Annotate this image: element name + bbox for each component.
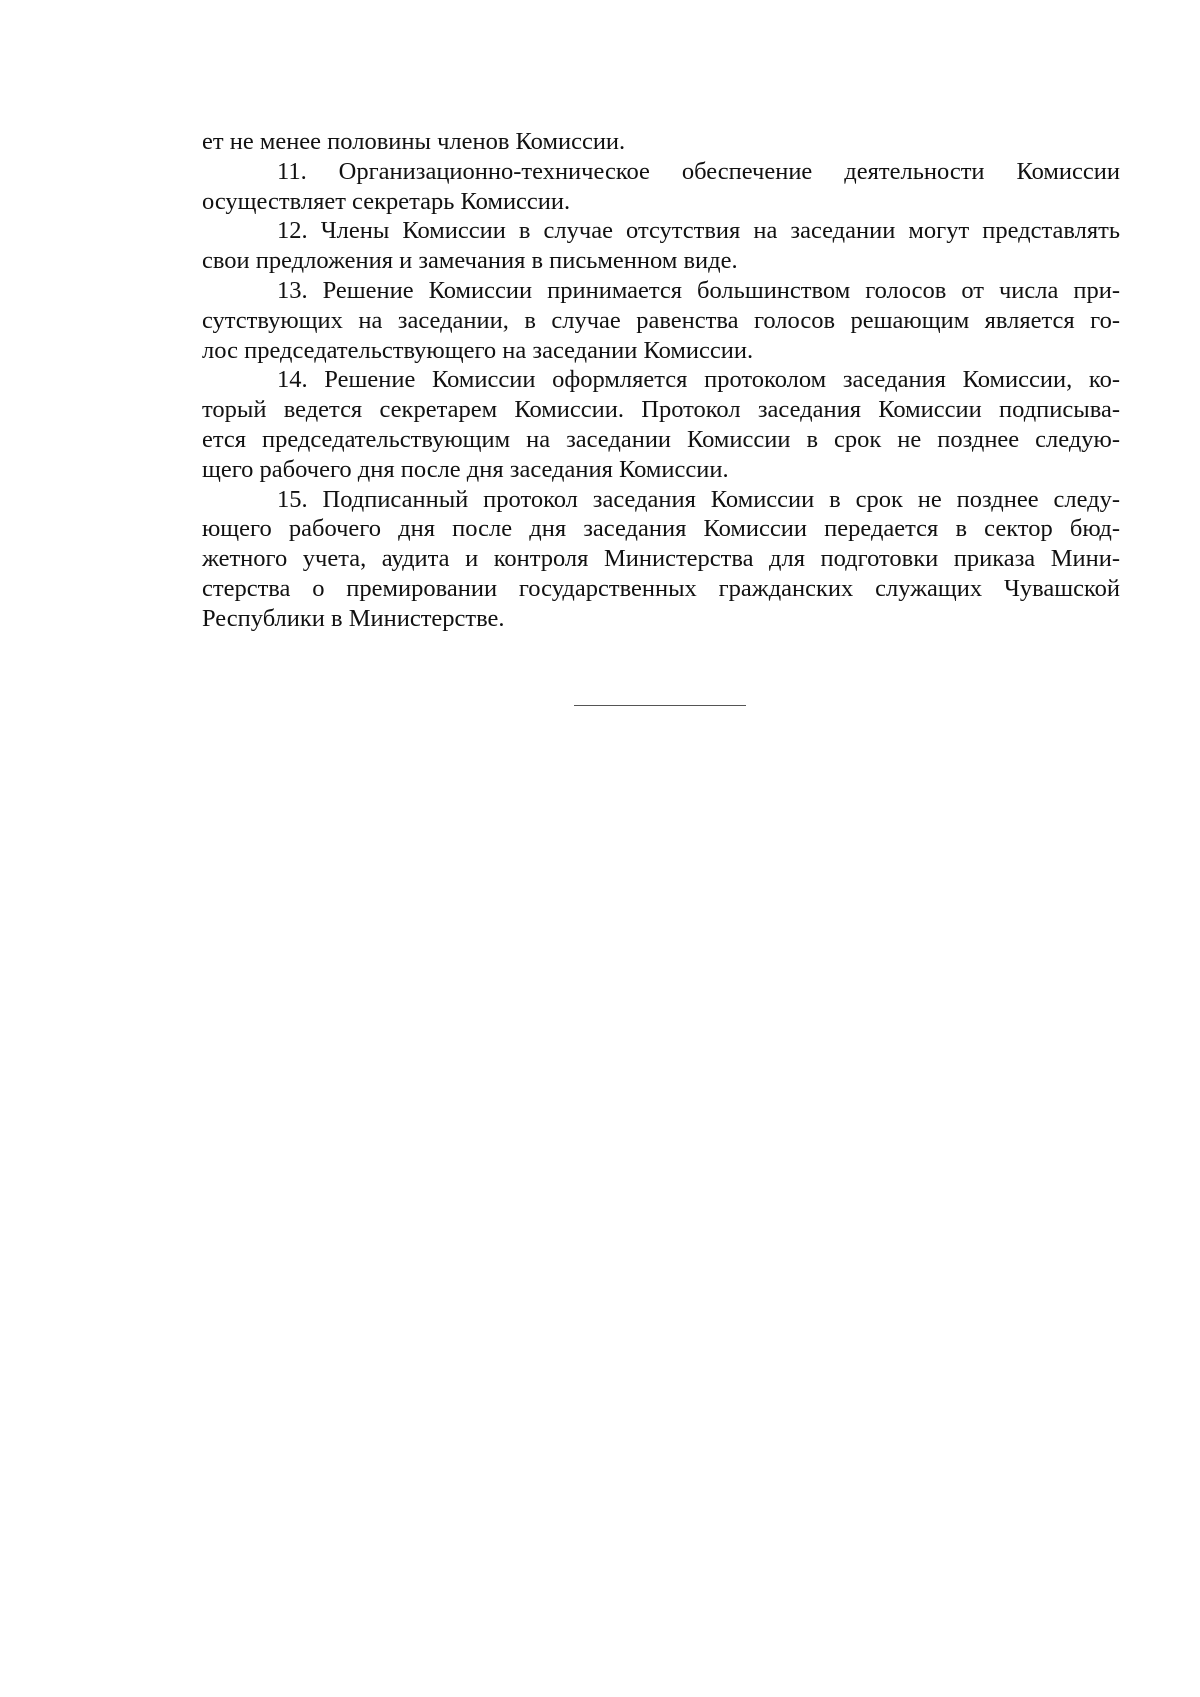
- text-line-14: ющего рабочего дня после дня заседания Комиссии передается в сектор бюд-: [202, 515, 1120, 543]
- document-body: [202, 127, 1120, 634]
- text-line-8: лос председательствующего на заседании Комиссии.: [202, 336, 754, 364]
- text-line-4: 12. Члены Комиссии в случае отсутствия на заседании могут представлять: [277, 217, 1120, 245]
- text-line-9: 14. Решение Комиссии оформляется протоколом заседания Комиссии, ко-: [277, 366, 1120, 394]
- text-line-10: торый ведется секретарем Комиссии. Протокол заседания Комиссии подписыва-: [202, 396, 1120, 424]
- text-line-2: 11. Организационно-техническое обеспечение деятельности Комиссии: [277, 157, 1120, 185]
- text-line-1: ет не менее половины членов Комиссии.: [202, 128, 626, 155]
- text-line-3: осуществляет секретарь Комиссии.: [202, 187, 571, 215]
- text-line-6: 13. Решение Комиссии принимается большинством голосов от числа при-: [277, 276, 1120, 304]
- text-line-17: Республики в Министерстве.: [202, 604, 505, 632]
- text-line-13: 15. Подписанный протокол заседания Комиссии в срок не позднее следу-: [277, 485, 1120, 513]
- text-line-15: жетного учета, аудита и контроля Министерства для подготовки приказа Мини-: [202, 545, 1120, 573]
- text-line-11: ется председательствующим на заседании Комиссии в срок не позднее следую-: [202, 425, 1120, 453]
- text-line-12: щего рабочего дня после дня заседания Комиссии.: [202, 455, 729, 483]
- end-separator-line: [574, 705, 746, 706]
- text-line-5: свои предложения и замечания в письменном виде.: [202, 247, 738, 275]
- text-line-7: сутствующих на заседании, в случае равенства голосов решающим является го-: [202, 306, 1120, 334]
- text-line-16: стерства о премировании государственных гражданских служащих Чувашской: [202, 574, 1120, 602]
